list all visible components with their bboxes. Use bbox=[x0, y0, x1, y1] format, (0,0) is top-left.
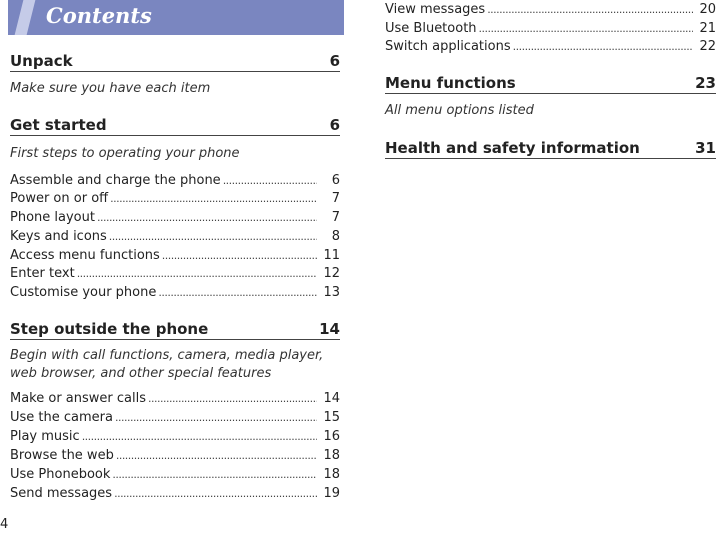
toc-section-get-started[interactable] bbox=[10, 115, 340, 136]
toc-entry[interactable] bbox=[10, 428, 340, 446]
dot-leader bbox=[479, 20, 693, 38]
entry-title: Customise your phone bbox=[10, 285, 157, 300]
dot-leader bbox=[115, 409, 317, 427]
dot-leader bbox=[97, 209, 317, 227]
toc-entry[interactable] bbox=[10, 485, 340, 503]
entry-page: 21 bbox=[699, 21, 716, 36]
section-page: 6 bbox=[329, 116, 340, 134]
entry-page: 14 bbox=[323, 391, 340, 406]
section-page: 31 bbox=[695, 139, 716, 157]
entry-title: Play music bbox=[10, 429, 80, 444]
entry-title: Power on or off bbox=[10, 191, 109, 206]
page-title: Contents bbox=[46, 3, 152, 28]
section-title: Menu functions bbox=[385, 74, 516, 92]
toc-section-menu-functions[interactable] bbox=[385, 73, 716, 94]
dot-leader bbox=[114, 485, 317, 503]
section-title: Unpack bbox=[10, 52, 73, 70]
section-description: First steps to operating your phone bbox=[10, 146, 240, 161]
toc-entry[interactable] bbox=[10, 247, 340, 265]
entry-title: Enter text bbox=[10, 266, 75, 281]
toc-entry[interactable] bbox=[385, 38, 716, 56]
section-page: 23 bbox=[695, 74, 716, 92]
entry-title: Assemble and charge the phone bbox=[10, 173, 221, 188]
section-title: Step outside the phone bbox=[10, 320, 209, 338]
entry-page: 16 bbox=[323, 429, 340, 444]
entry-page: 18 bbox=[323, 448, 340, 463]
entry-page: 19 bbox=[323, 486, 340, 501]
entry-title: Keys and icons bbox=[10, 229, 107, 244]
toc-section-unpack[interactable] bbox=[10, 51, 340, 72]
entry-title: Browse the web bbox=[10, 448, 114, 463]
dot-leader bbox=[223, 172, 317, 190]
dot-leader bbox=[148, 390, 317, 408]
dot-leader bbox=[109, 228, 317, 246]
section-title: Health and safety information bbox=[385, 139, 640, 157]
entry-title: Use Bluetooth bbox=[385, 21, 477, 36]
entry-page: 13 bbox=[323, 285, 340, 300]
dot-leader bbox=[158, 284, 317, 302]
toc-entry[interactable] bbox=[10, 190, 340, 208]
page-number: 4 bbox=[0, 517, 9, 532]
toc-entry[interactable] bbox=[10, 390, 340, 408]
dot-leader bbox=[116, 447, 317, 465]
dot-leader bbox=[487, 1, 693, 19]
dot-leader bbox=[82, 428, 317, 446]
banner-accent-stripe bbox=[15, 0, 36, 35]
toc-entry[interactable] bbox=[385, 1, 716, 19]
entry-title: Phone layout bbox=[10, 210, 95, 225]
entry-page: 20 bbox=[699, 2, 716, 17]
entry-page: 7 bbox=[331, 210, 340, 225]
entry-page: 12 bbox=[323, 266, 340, 281]
toc-entry[interactable] bbox=[10, 447, 340, 465]
entry-page: 18 bbox=[323, 467, 340, 482]
entry-title: Switch applications bbox=[385, 39, 511, 54]
toc-entry[interactable] bbox=[10, 209, 340, 227]
contents-banner bbox=[8, 0, 344, 35]
entry-title: Use Phonebook bbox=[10, 467, 111, 482]
dot-leader bbox=[77, 265, 317, 283]
toc-entry[interactable] bbox=[10, 284, 340, 302]
entry-page: 22 bbox=[699, 39, 716, 54]
entry-title: View messages bbox=[385, 2, 486, 17]
section-page: 14 bbox=[319, 320, 340, 338]
entry-page: 7 bbox=[331, 191, 340, 206]
entry-title: Send messages bbox=[10, 486, 113, 501]
entry-page: 15 bbox=[323, 410, 340, 425]
section-page: 6 bbox=[329, 52, 340, 70]
dot-leader bbox=[513, 38, 693, 56]
toc-entry[interactable] bbox=[385, 20, 716, 38]
section-description: Make sure you have each item bbox=[10, 81, 211, 96]
section-description: Begin with call functions, camera, media player, web browser, and other special features bbox=[10, 348, 324, 381]
entry-page: 6 bbox=[331, 173, 340, 188]
toc-entry[interactable] bbox=[10, 409, 340, 427]
toc-section-step-outside[interactable] bbox=[10, 319, 340, 340]
toc-entry[interactable] bbox=[10, 228, 340, 246]
entry-title: Make or answer calls bbox=[10, 391, 147, 406]
section-description: All menu options listed bbox=[385, 103, 534, 118]
dot-leader bbox=[162, 247, 317, 265]
entry-title: Use the camera bbox=[10, 410, 113, 425]
section-title: Get started bbox=[10, 116, 107, 134]
entry-title: Access menu functions bbox=[10, 248, 160, 263]
dot-leader bbox=[112, 466, 317, 484]
toc-entry[interactable] bbox=[10, 172, 340, 190]
dot-leader bbox=[110, 190, 317, 208]
toc-entry[interactable] bbox=[10, 265, 340, 283]
entry-page: 11 bbox=[323, 248, 340, 263]
entry-page: 8 bbox=[331, 229, 340, 244]
toc-section-health-safety[interactable] bbox=[385, 138, 716, 159]
toc-entry[interactable] bbox=[10, 466, 340, 484]
